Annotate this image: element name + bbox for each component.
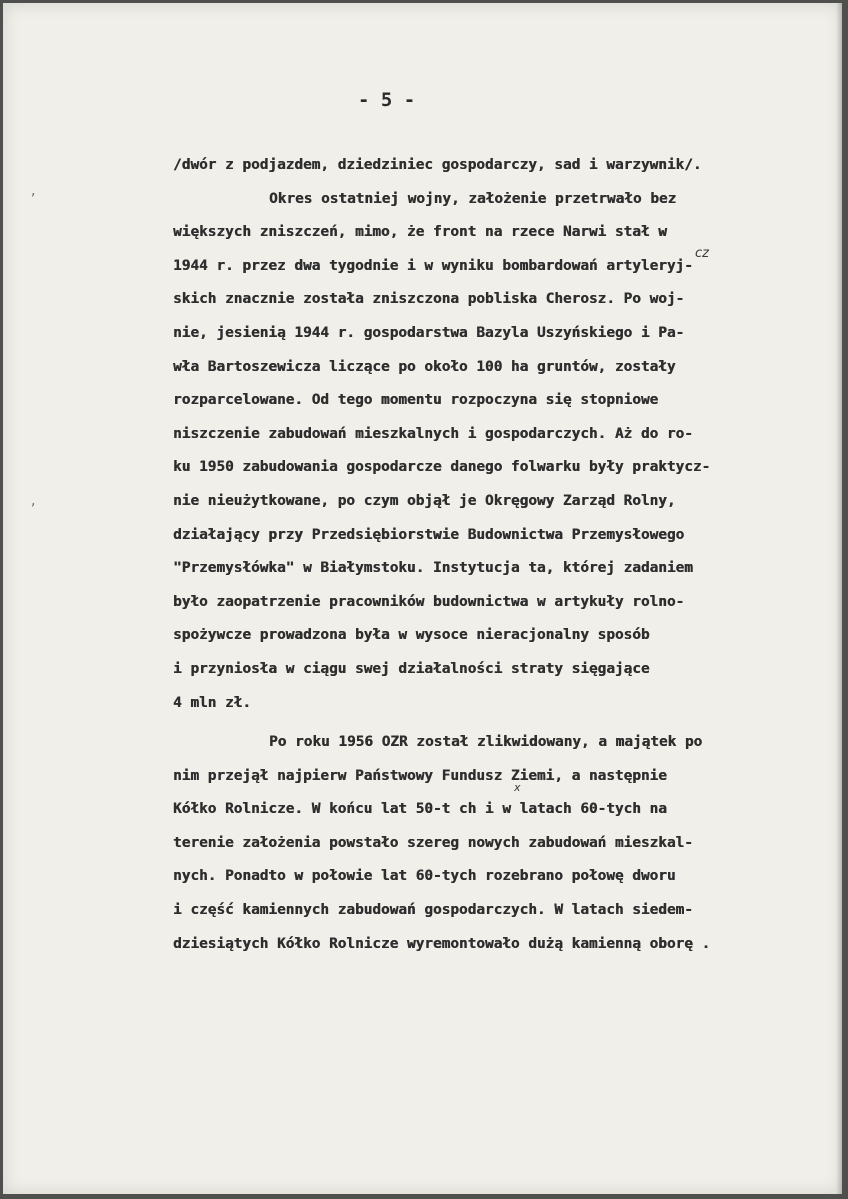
text-line: działający przy Przedsiębiorstwie Budownictwa Przemysłowego (173, 526, 685, 543)
body-text (173, 149, 833, 961)
text-line: było zaopatrzenie pracowników budownictwa w artykuły rolno- (173, 593, 685, 610)
text-line: "Przemysłówka" w Białymstoku. Instytucja ta, której zadaniem (173, 560, 693, 577)
text-line: ku 1950 zabudowania gospodarcze danego folwarku były praktycz- (173, 459, 711, 476)
document-page (3, 3, 842, 1194)
text-line: Po roku 1956 OZR został zlikwidowany, a majątek po (269, 734, 703, 751)
text-line: wła Bartoszewicza liczące po około 100 ha gruntów, zostały (173, 358, 676, 375)
text-line: i część kamiennych zabudowań gospodarczych. W latach siedem- (173, 902, 693, 919)
margin-tick-mark: , (31, 183, 36, 199)
text-line: Okres ostatniej wojny, założenie przetrwało bez (269, 190, 677, 207)
text-line: spożywcze prowadzona była w wysoce nieracjonalny sposób (173, 627, 650, 644)
text-line: nim przejął najpierw Państwowy Fundusz Ziemi, a następnie (173, 767, 667, 784)
text-line: nie nieużytkowane, po czym objął je Okręgowy Zarząd Rolny, (173, 492, 676, 509)
handwritten-correction: cz (695, 246, 709, 261)
handwritten-insertion: x (514, 781, 521, 794)
margin-tick-mark: , (31, 493, 36, 509)
text-line: nie, jesienią 1944 r. gospodarstwa Bazyla Uszyńskiego i Pa- (173, 324, 685, 341)
text-line: 4 mln zł. (173, 694, 251, 711)
text-line: dziesiątych Kółko Rolnicze wyremontowało dużą kamienną oborę . (173, 935, 711, 952)
text-line: niszczenie zabudowań mieszkalnych i gospodarczych. Aż do ro- (173, 425, 693, 442)
text-line: terenie założenia powstało szereg nowych zabudowań mieszkal- (173, 834, 693, 851)
page-number: - 5 - (358, 89, 416, 111)
page-edge-shadow (836, 3, 842, 1194)
text-line: Kółko Rolnicze. W końcu lat 50-t ch i w latach 60-tych na (173, 801, 667, 818)
text-line: większych zniszczeń, mimo, że front na rzece Narwi stał w (173, 224, 667, 241)
text-line: nych. Ponadto w połowie lat 60-tych rozebrano połowę dworu (173, 868, 676, 885)
text-line: i przyniosła w ciągu swej działalności straty sięgające (173, 660, 650, 677)
text-line: rozparcelowane. Od tego momentu rozpoczyna się stopniowe (173, 392, 659, 409)
text-line: /dwór z podjazdem, dziedziniec gospodarczy, sad i warzywnik/. (173, 157, 702, 173)
text-line: 1944 r. przez dwa tygodnie i w wyniku bombardowań artyleryj- (173, 257, 693, 274)
text-line: skich znacznie została zniszczona pobliska Cherosz. Po woj- (173, 291, 685, 308)
